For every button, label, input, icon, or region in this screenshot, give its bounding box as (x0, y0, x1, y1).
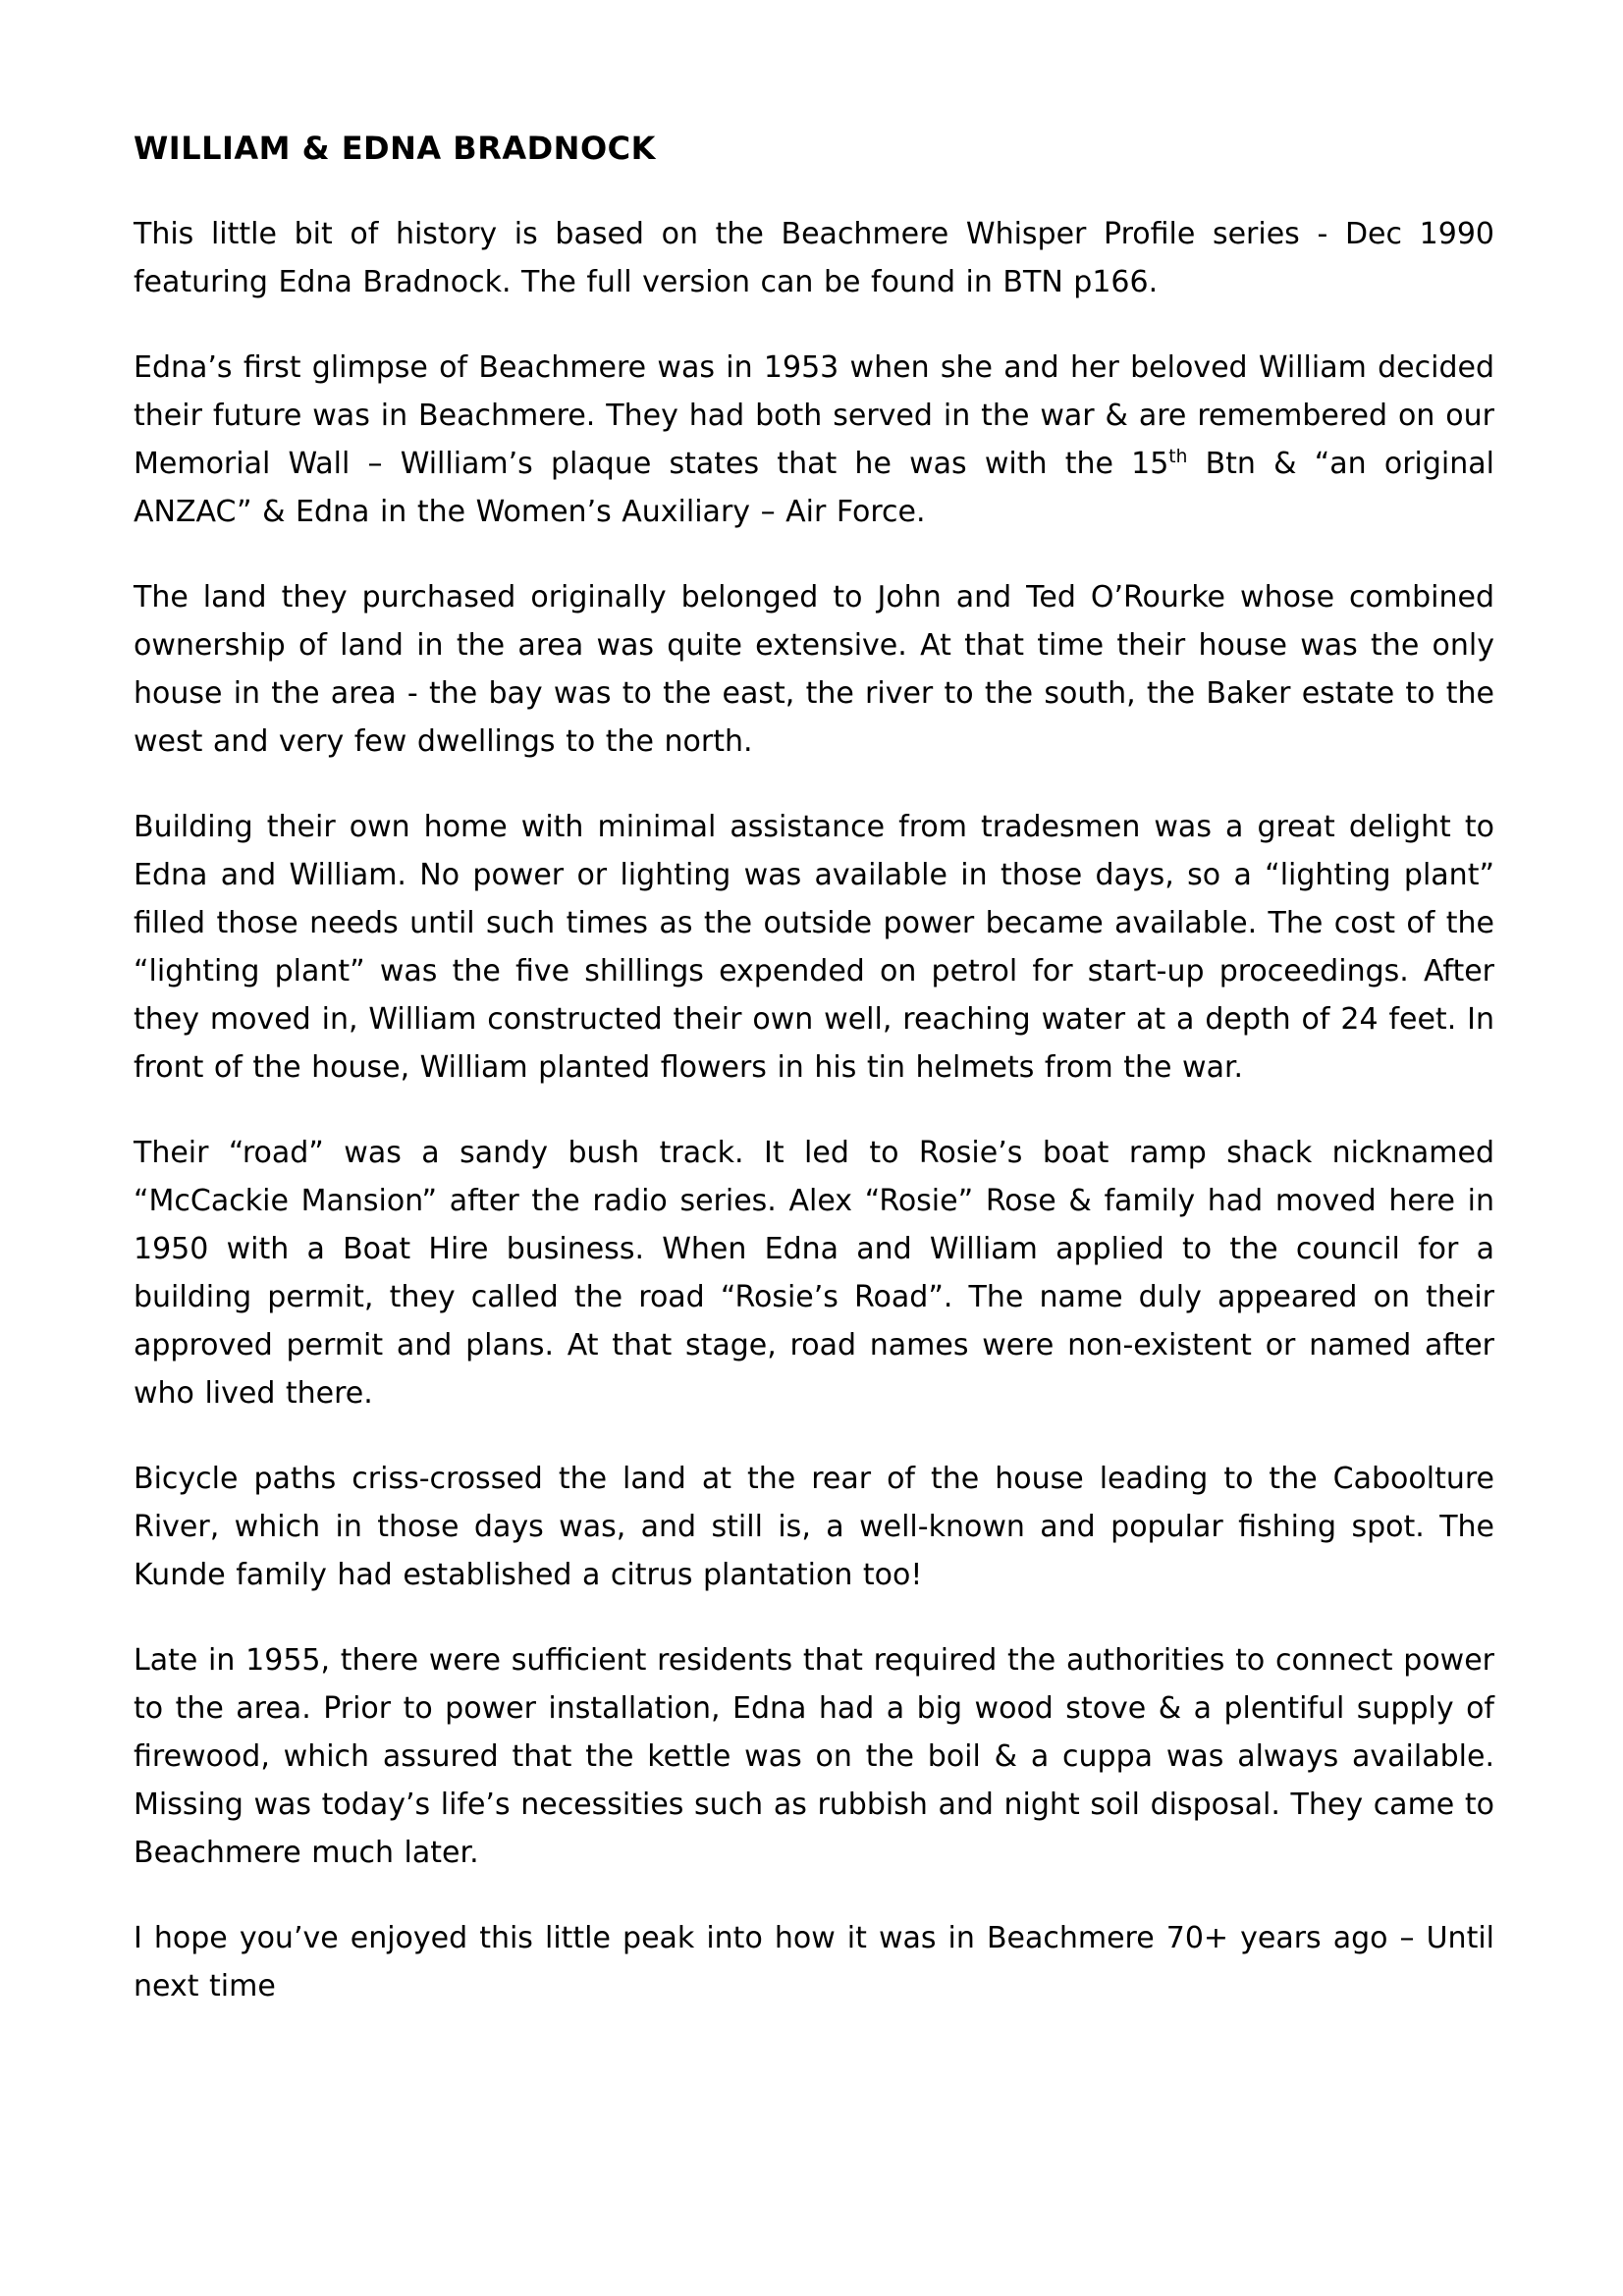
page-title: WILLIAM & EDNA BRADNOCK (134, 130, 656, 167)
paragraph-road: Their “road” was a sandy bush track. It led to Rosie’s boat ramp shack nicknamed “McCackie Mansion” after the radio series. Alex “Rosie” Rose & family had moved here in 1950 with a Boat Hire business. When Edna and William applied to the council for a building permit, they called the road “Rosie’s Road”. The name duly appeared on their approved permit and plans. At that stage, road names were non-existent or named after who lived there. (134, 1136, 1494, 1411)
paragraph-first-glimpse-text-cont: Btn & “an original ANZAC” & Edna in the Women’s Auxiliary – Air Force. (134, 447, 1494, 529)
paragraph-intro: This little bit of history is based on the Beachmere Whisper Profile series - Dec 1990 featuring Edna Bradnock. The full version can be found in BTN p166. (134, 217, 1494, 299)
paragraph-building-home: Building their own home with minimal assistance from tradesmen was a great delight to Edna and William. No power or lighting was available in those days, so a “lighting plant” filled those needs until such times as the outside power became available. The cost of the “lighting plant” was the five shillings expended on petrol for start-up proceedings. After they moved in, William constructed their own well, reaching water at a depth of 24 feet. In front of the house, William planted flowers in his tin helmets from the war. (134, 810, 1494, 1085)
paragraph-land-purchase: The land they purchased originally belonged to John and Ted O’Rourke whose combined ownership of land in the area was quite extensive. At that time their house was the only house in the area - the bay was to the east, the river to the south, the Baker estate to the west and very few dwellings to the north. (134, 580, 1494, 759)
document-content (134, 130, 1494, 2010)
paragraph-first-glimpse-text: Edna’s first glimpse of Beachmere was in 1953 when she and her beloved William decided their future was in Beachmere. They had both served in the war & are remembered on our Memorial Wall – William’s plaque states that he was with the 15 (134, 350, 1494, 481)
paragraph-first-glimpse (134, 344, 1494, 536)
paragraph-closing: I hope you’ve enjoyed this little peak into how it was in Beachmere 70+ years ago – Until next time (134, 1921, 1494, 2003)
paragraph-bicycle-paths: Bicycle paths criss-crossed the land at the rear of the house leading to the Caboolture River, which in those days was, and still is, a well-known and popular fishing spot. The Kunde family had established a citrus plantation too! (134, 1462, 1494, 1592)
paragraph-power-1955: Late in 1955, there were sufficient residents that required the authorities to connect power to the area. Prior to power installation, Edna had a big wood stove & a plentiful supply of firewood, which assured that the kettle was on the boil & a cuppa was always available. Missing was today’s life’s necessities such as rubbish and night soil disposal. They came to Beachmere much later. (134, 1643, 1494, 1870)
ordinal-superscript: th (1168, 447, 1188, 467)
